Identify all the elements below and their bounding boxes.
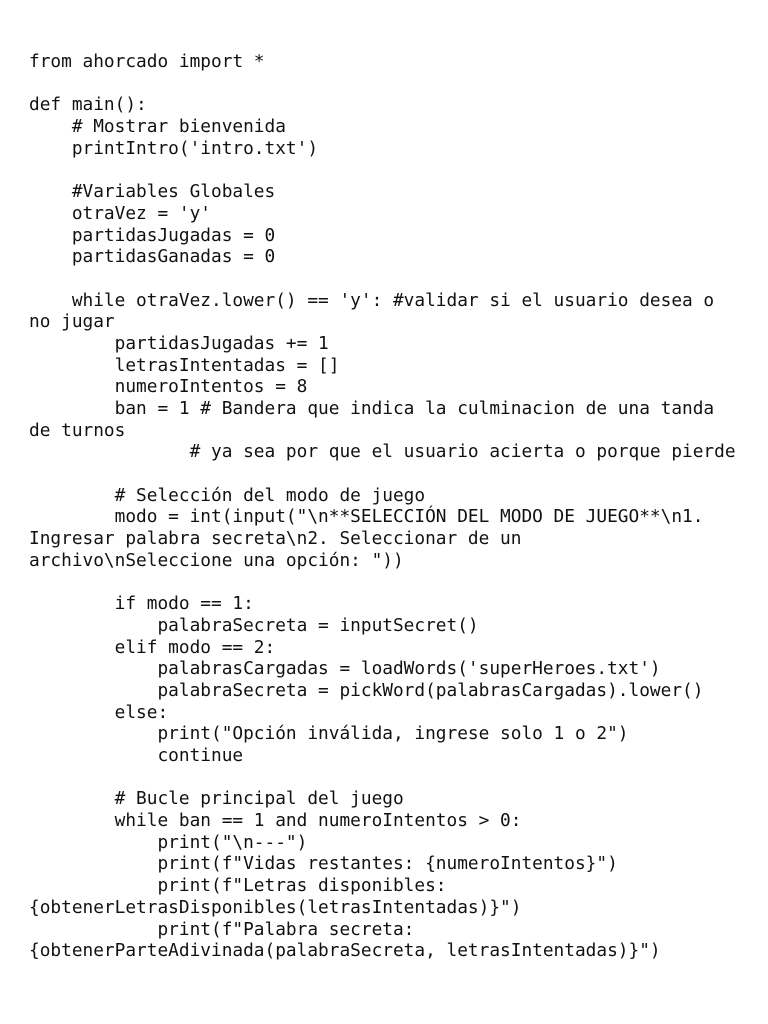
code-line [29,767,759,789]
code-line [29,268,759,290]
code-line [29,572,759,594]
code-line: continue [29,745,244,766]
code-line: while otraVez.lower() == 'y': #validar si el usuario desea o [29,289,715,311]
code-line: no jugar [29,311,115,333]
code-line: palabraSecreta = pickWord(palabrasCargadas).lower() [29,679,704,701]
code-line: while ban == 1 and numeroIntentos > 0: [29,810,522,832]
code-line: else: [29,701,169,723]
code-line: partidasJugadas += 1 [29,332,329,354]
code-line [29,73,759,95]
code-line: archivo\nSeleccione una opción: ")) [29,549,404,571]
code-line: de turnos [29,419,126,441]
code-line: print(f"Vidas restantes: {numeroIntentos}") [29,853,618,875]
code-line: from ahorcado import * [29,51,265,72]
code-line: palabrasCargadas = loadWords('superHeroes.txt') [29,658,661,680]
code-line: # Mostrar bienvenida [29,116,286,138]
code-line: numeroIntentos = 8 [29,376,308,398]
code-line: # Selección del modo de juego [29,484,426,506]
code-line: letrasIntentadas = [] [29,354,340,376]
code-line: partidasJugadas = 0 [29,224,276,246]
code-line: partidasGanadas = 0 [29,246,276,268]
code-line: # ya sea por que el usuario acierta o porque pierde [29,441,736,463]
code-line: modo = int(input("\n**SELECCIÓN DEL MODO DE JUEGO**\n1. [29,506,704,528]
code-document [29,51,759,962]
code-line: Ingresar palabra secreta\n2. Seleccionar de un [29,528,522,550]
code-line: otraVez = 'y' [29,202,211,224]
code-line [29,159,759,181]
code-line: printIntro('intro.txt') [29,137,319,159]
code-line: print("Opción inválida, ingrese solo 1 o 2") [29,723,629,745]
code-line [29,463,759,485]
code-line: def main(): [29,94,147,116]
code-line: #Variables Globales [29,181,276,203]
code-line: print("\n---") [29,831,308,853]
code-line: elif modo == 2: [29,636,276,658]
code-line: if modo == 1: [29,593,254,615]
code-line: print(f"Palabra secreta: [29,918,415,940]
code-line: print(f"Letras disponibles: [29,875,447,897]
code-line: {obtenerLetrasDisponibles(letrasIntentadas)}") [29,896,522,918]
code-line: # Bucle principal del juego [29,788,404,810]
code-line: {obtenerParteAdivinada(palabraSecreta, letrasIntentadas)}") [29,940,661,962]
code-line: ban = 1 # Bandera que indica la culminacion de una tanda [29,398,715,419]
code-line: palabraSecreta = inputSecret() [29,614,479,636]
